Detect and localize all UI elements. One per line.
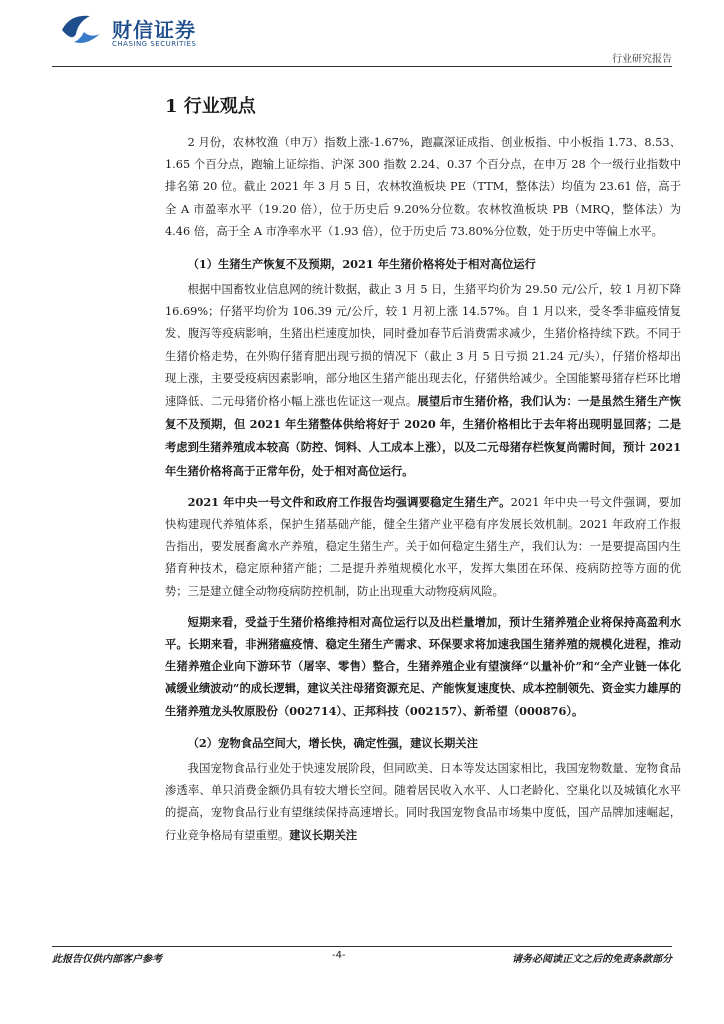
pet-food-text: 我国宠物食品行业处于快速发展阶段，但同欧美、日本等发达国家相比，我国宠物数量、宠物食品渗透率、单只消费金额仍具有较大增长空间。随着居民收入水平、人口老龄化、空巢化以及城镇化水平的提高，宠物食品行业有望继续保持高速增长。同时我国宠物食品市场集中度低，国产品牌加速崛起，行业竞争格局有望重塑。 [165,761,681,843]
policy-lead: 2021 年中央一号文件和政府工作报告均强调要稳定生猪生产。 [187,494,511,509]
page-number: -4- [332,950,346,961]
section-title: 1 行业观点 [165,96,256,117]
policy-text: 2021 年中央一号文件强调，要加快构建现代养殖体系，保护生猪基础产能，健全生猪产业平稳有序发展长效机制。2021 年政府工作报告指出，要发展畜禽水产养殖，稳定生猪生产。关于如何稳定生猪生产，我们认为：一是要提高国内生猪育种技术，稳定原种猪产能；二是提升养殖规模化水平，发挥大集团在环保、疫病防控等方面的优势；三是建立健全动物疫病防控机制，防止出现重大动物疫病风险。 [165,495,681,598]
investment-advice-paragraph: 短期来看，受益于生猪价格维持相对高位运行以及出栏量增加，预计生猪养殖企业将保持高盈利水平。长期来看，非洲猪瘟疫情、稳定生猪生产需求、环保要求将加速我国生猪养殖的规模化进程，推动生猪养殖企业向下游环节（屠宰、零售）整合，生猪养殖企业有望演绎“以量补价”和“全产业链一体化减缓业绩波动”的成长逻辑，建议关注母猪资源充足、产能恢复速度快、成本控制领先、资金实力雄厚的生猪养殖龙头牧原股份（002714）、正邦科技（002157）、新希望（000876）。 [165,614,681,718]
footer-disclaimer-right: 请务必阅读正文之后的免责条款部分 [512,954,672,965]
header-divider [52,66,672,67]
footer-disclaimer-left: 此报告仅供内部客户参考 [52,954,162,965]
pet-food-paragraph [165,758,681,848]
pet-food-advice: 建议长期关注 [289,828,358,843]
page-footer [52,950,672,966]
company-logo [60,12,260,52]
footer-divider [52,946,672,947]
paragraph-gap [165,603,681,611]
hog-price-outlook: 展望后市生猪价格，我们认为：一是虽然生猪生产恢复不及预期，但 2021 年生猪整体供给将好于 2020 年，生猪价格相比于去年将出现明显回落；二是考虑到生猪养殖成本较高（防控、饲料、人工成本上涨），以及二元母猪存栏恢复尚需时间，预计 2021 年生猪价格将高于正常年份，处于相对高位运行。 [165,394,681,478]
main-content [165,96,681,848]
intro-paragraph: 2 月份，农林牧渔（申万）指数上涨-1.67%，跑赢深证成指、创业板指、中小板指 1.73、8.53、1.65 个百分点，跑输上证综指、沪深 300 指数 2.24、0.37 个百分点，在申万 28 个一级行业指数中排名第 20 位。截止 2021 年 3 月 5 日，农林牧渔板块 PE（TTM，整体法）均值为 23.61 倍，高于全 A 市盈率水平（19.20 倍），位于历史后 9.20%分位数。农林牧渔板块 PB（MRQ，整体法）为 4.46 倍，高于全 A 市净率水平（1.93 倍），位于历史后 73.80%分位数，处于历史中等偏上水平。 [165,136,681,238]
hog-price-text: 根据中国畜牧业信息网的统计数据，截止 3 月 5 日，生猪平均价为 29.50 元/公斤，较 1 月初下降 16.69%；仔猪平均价为 106.39 元/公斤，较 1 月初上涨 14.57%。自 1 月以来，受冬季非瘟疫情复发、腹泻等疫病影响，生猪出栏速度加快，同时叠加春节后消费需求减少，生猪价格持续下跌。不同于生猪价格走势，在外购仔猪育肥出现亏损的情况下（截止 3 月 5 日亏损 21.24 元/头），仔猪价格却出现上涨，主要受疫病因素影响，部分地区生猪产能出现去化，仔猪供给减少。全国能繁母猪存栏环比增速降低、二元母猪价格小幅上涨也佐证这一观点。 [165,283,681,409]
policy-paragraph [165,491,681,603]
subsection-2-title: （2）宠物食品空间大，增长快，确定性强，建议长期关注 [187,735,478,750]
report-type-label: 行业研究报告 [612,54,672,65]
logo-chinese-name: 财信证券 [112,18,196,42]
page-header [0,0,724,70]
paragraph-gap [165,483,681,491]
hog-price-paragraph [165,279,681,483]
logo-emblem-icon [60,12,104,48]
logo-english-name: CHASING SECURITIES [112,40,197,48]
subsection-1-title: （1）生猪生产恢复不及预期，2021 年生猪价格将处于相对高位运行 [187,257,536,272]
